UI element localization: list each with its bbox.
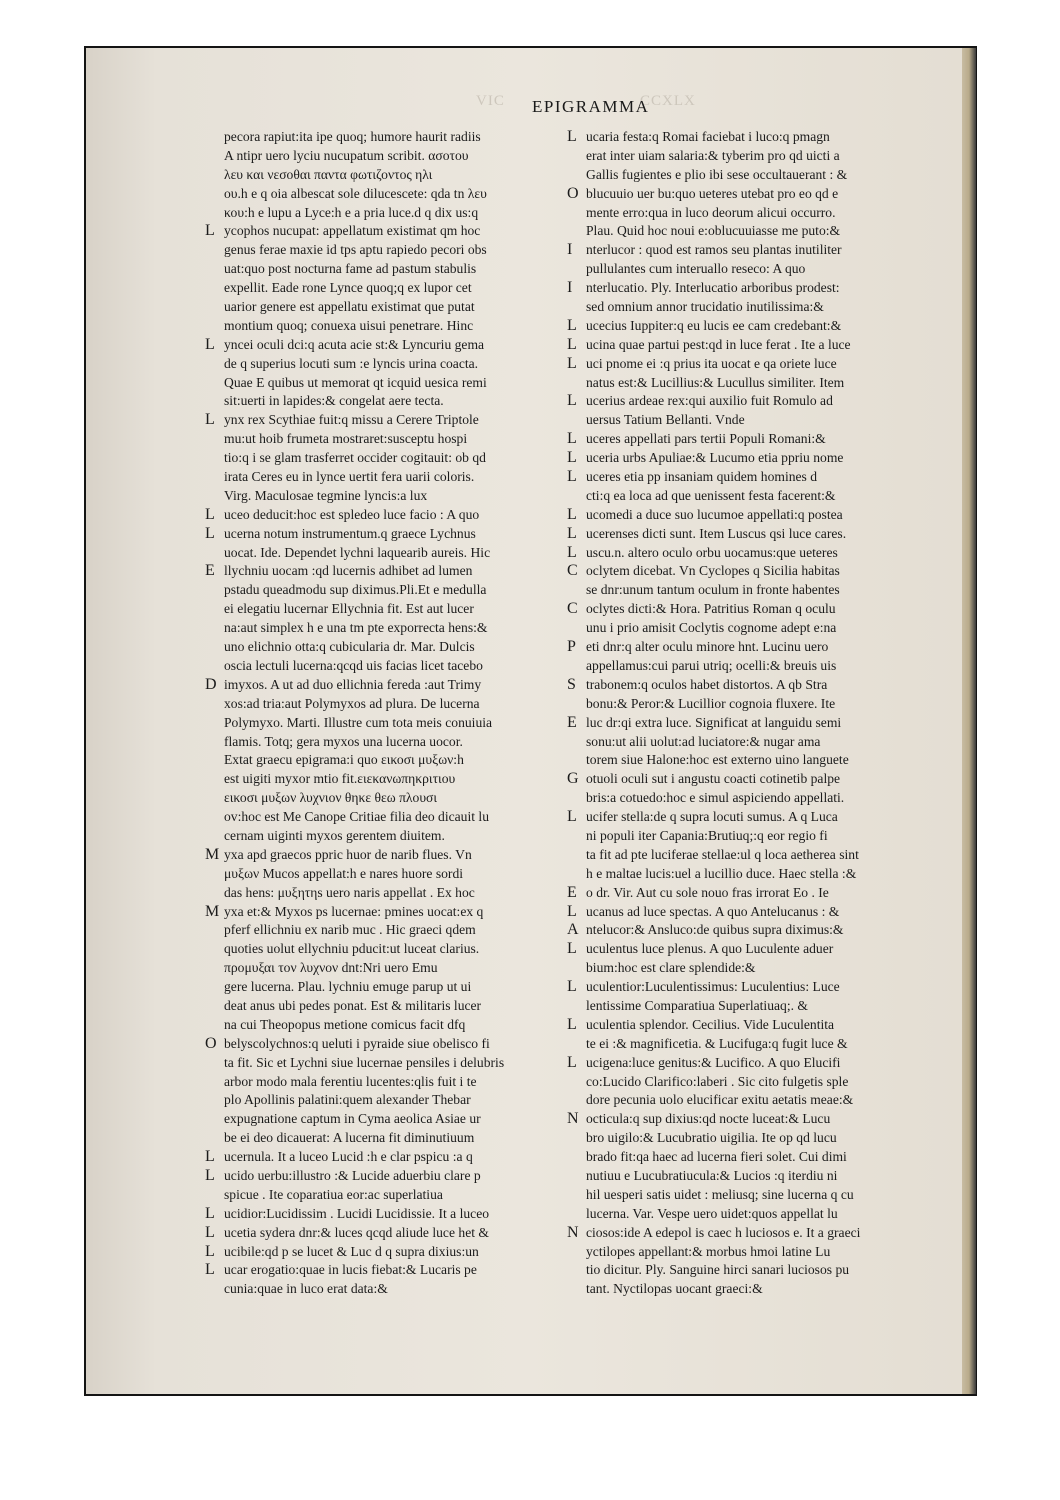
text-line: Gallis fugientes e plio ibi sese occultauerant : & bbox=[586, 166, 848, 182]
text-line: ucomedi a duce suo lucumoe appellati:q postea bbox=[586, 506, 843, 522]
initial-letter: P bbox=[567, 638, 576, 656]
text-line: expugnatione captum in Cyma aeolica Asiae ur bbox=[224, 1111, 481, 1127]
initial-letter bbox=[567, 733, 579, 752]
initial-letter bbox=[205, 166, 219, 185]
initial-letter bbox=[205, 430, 219, 449]
text-line: luc dr:qi extra luce. Significat at languidu semi bbox=[586, 714, 842, 730]
text-line: Quae E quibus ut memorat qt icquid uesica remi bbox=[224, 374, 487, 390]
text-line: λευ και νεσοθαι παντα φωτιζοντος ηλι bbox=[224, 166, 433, 182]
initial-letter: C bbox=[567, 600, 578, 618]
text-line: tio:q i se glam trasferret occider cogitauit: ob qd bbox=[224, 450, 486, 466]
initial-letter bbox=[567, 997, 579, 1016]
initial-letter: N bbox=[567, 1223, 579, 1241]
text-line: h e maltae lucis:uel a lucillio duce. Haec stella :& bbox=[586, 865, 857, 881]
text-line: ycophos nucupat: appellatum existimat qm hoc bbox=[224, 223, 481, 239]
initial-letter bbox=[205, 1280, 219, 1299]
text-line: das hens: μυξητηs uero naris appellat . Ex hoc bbox=[224, 884, 475, 900]
initial-letter bbox=[205, 1054, 219, 1073]
initial-letter bbox=[567, 827, 579, 846]
text-line: yxa apd graecos ppric huor de narib flues. Vn bbox=[224, 846, 472, 862]
initial-letter: L bbox=[567, 902, 577, 920]
text-line: ου.h e q oia albescat sole dilucescete: qda tn λευ bbox=[224, 185, 487, 201]
initial-letter: C bbox=[567, 562, 578, 580]
initial-letter: I bbox=[567, 241, 573, 259]
initial-letter bbox=[205, 733, 219, 752]
text-line: nterlucor : quod est ramos seu plantas inutiliter bbox=[586, 242, 842, 258]
text-line: octicula:q sup dixius:qd nocte luceat:& Lucu bbox=[586, 1111, 831, 1127]
text-line: εικοσι μυξων λυχνιον θηκε θεω πλουσι bbox=[224, 790, 438, 806]
text-line: uno elichnio otta:q cubicularia dr. Mar. Dulcis bbox=[224, 639, 475, 655]
text-line: uceres etia pp insaniam quidem homines d bbox=[586, 469, 818, 485]
text-line: erat inter uiam salaria:& tyberim pro qd uicti a bbox=[586, 147, 840, 163]
initial-letter: L bbox=[205, 411, 215, 429]
show-through-text: VIC bbox=[476, 93, 505, 109]
initial-letter bbox=[567, 1205, 579, 1224]
text-line: oclytes dicti:& Hora. Patritius Roman q oculu bbox=[586, 601, 836, 617]
initial-letter bbox=[205, 544, 219, 563]
text-line: montium quoq; conuexa uisui penetrare. Hinc bbox=[224, 317, 474, 333]
text-line: bium:hoc est clare splendide:& bbox=[586, 960, 756, 976]
initial-letter bbox=[567, 1186, 579, 1205]
text-line: eti dnr:q alter oculu minore hnt. Lucinu uero bbox=[586, 639, 829, 655]
initial-letter bbox=[205, 468, 219, 487]
left-text-column bbox=[224, 128, 559, 1299]
initial-letter bbox=[567, 411, 579, 430]
initial-letter bbox=[205, 714, 219, 733]
text-line: sonu:ut alii uolut:ad luciatore:& nugar ama bbox=[586, 733, 821, 749]
text-line: imyxos. A ut ad duo ellichnia fereda :aut Trimy bbox=[224, 676, 482, 692]
initial-letter: L bbox=[567, 543, 577, 561]
text-line: Polymyxo. Marti. Illustre cum tota meis conuiuia bbox=[224, 714, 493, 730]
text-line: brado fit:qa haec ad lucerna fieri solet. Cui dimi bbox=[586, 1149, 847, 1165]
initial-letter bbox=[567, 581, 579, 600]
text-line: μυξων Mucos appellat:h e nares huore sordi bbox=[224, 865, 464, 881]
initial-letter bbox=[567, 260, 579, 279]
text-line: ucecius Iuppiter:q eu lucis ee cam credebant:& bbox=[586, 317, 842, 333]
initial-letter: L bbox=[567, 335, 577, 353]
initial-letter: L bbox=[205, 1261, 215, 1279]
text-line: flamis. Totq; gera myxos una lucerna uocor. bbox=[224, 733, 463, 749]
initial-letter bbox=[205, 298, 219, 317]
initial-letter bbox=[567, 1261, 579, 1280]
initial-letter bbox=[205, 959, 219, 978]
initial-letter bbox=[205, 1016, 219, 1035]
text-line: yncei oculi dci:q acuta acie st:& Lyncuriu gema bbox=[224, 336, 485, 352]
text-line: ni populi iter Capania:Brutiuq;:q eor regio fi bbox=[586, 827, 828, 843]
text-line: est uigiti myxor mtio fit.ειεκανωπηκριτιου bbox=[224, 771, 456, 787]
initial-letter: E bbox=[205, 562, 215, 580]
page-edge bbox=[962, 48, 976, 1394]
text-line: uculentior:Luculentissimus: Luculentius: Luce bbox=[586, 979, 840, 995]
text-line: oscia lectuli lucerna:qcqd uis facias licet tacebo bbox=[224, 657, 483, 673]
text-line: co:Lucido Clarifico:laberi . Sic cito fulgetis sple bbox=[586, 1073, 849, 1089]
initial-letter bbox=[205, 600, 219, 619]
initial-letter bbox=[205, 789, 219, 808]
text-line: κου:h e lupu a Lyce:h e a pria luce.d q dix us:q bbox=[224, 204, 479, 220]
initial-letter bbox=[567, 846, 579, 865]
text-line: irata Ceres eu in lynce uertit fera uarii coloris. bbox=[224, 469, 475, 485]
initial-letter: L bbox=[205, 1204, 215, 1222]
text-line: deat anus ubi pedes ponat. Est & militaris lucer bbox=[224, 997, 482, 1013]
text-line: yctilopes appellant:& morbus hmoi latine Lu bbox=[586, 1243, 831, 1259]
initial-letter bbox=[567, 222, 579, 241]
initial-letter bbox=[205, 260, 219, 279]
initial-letter bbox=[205, 128, 219, 147]
initial-letter: A bbox=[567, 921, 579, 939]
initial-letter: L bbox=[567, 430, 577, 448]
initial-letter bbox=[567, 1167, 579, 1186]
text-line: xos:ad tria:aut Polymyxos ad plura. De lucerna bbox=[224, 695, 480, 711]
text-line: uocat. Ide. Dependet lychni laquearib aureis. Hic bbox=[224, 544, 491, 560]
initial-letter bbox=[567, 959, 579, 978]
initial-letter: I bbox=[567, 279, 573, 297]
text-line: ynx rex Scythiae fuit:q missu a Cerere Triptole bbox=[224, 412, 479, 428]
text-line: uci pnome ei :q prius ita uocat e qa oriete luce bbox=[586, 355, 837, 371]
text-line: cunia:quae in luco erat data:& bbox=[224, 1281, 388, 1297]
initial-letter: L bbox=[205, 1242, 215, 1260]
initial-letter bbox=[205, 147, 219, 166]
initial-letter bbox=[567, 865, 579, 884]
initial-letter bbox=[567, 1243, 579, 1262]
initial-letter: O bbox=[205, 1034, 217, 1052]
initial-letter bbox=[567, 487, 579, 506]
initial-letter bbox=[567, 204, 579, 223]
text-line: llychniu uocam :qd lucernis adhibet ad lumen bbox=[224, 563, 473, 579]
initial-letter: L bbox=[567, 449, 577, 467]
text-line: be ei deo dicauerat: A lucerna fit diminutiuum bbox=[224, 1130, 475, 1146]
show-through-text: CCXLX bbox=[640, 93, 696, 109]
initial-letter bbox=[205, 241, 219, 260]
text-line: bris:a cotuedo:hoc e simul aspiciendo appellati. bbox=[586, 790, 845, 806]
initial-letter: L bbox=[205, 1166, 215, 1184]
initial-letter bbox=[205, 695, 219, 714]
initial-letter: L bbox=[567, 940, 577, 958]
initial-letter: N bbox=[567, 1110, 579, 1128]
initial-letter: L bbox=[567, 1053, 577, 1071]
initial-letter bbox=[205, 751, 219, 770]
text-line: ucidior:Lucidissim . Lucidi Lucidissie. It a luceo bbox=[224, 1205, 490, 1221]
text-line: quoties uolut ellychniu pducit:ut luceat clarius. bbox=[224, 941, 480, 957]
initial-letter: L bbox=[567, 524, 577, 542]
initial-letter bbox=[205, 317, 219, 336]
initial-letter: L bbox=[567, 128, 577, 145]
left-initials bbox=[205, 128, 219, 1299]
text-line: expellit. Eade rone Lynce quoq;q ex lupor cet bbox=[224, 280, 472, 296]
initial-letter bbox=[567, 619, 579, 638]
initial-letter: L bbox=[205, 505, 215, 523]
initial-letter bbox=[567, 657, 579, 676]
text-line: yxa et:& Myxos ps lucernae: pmines uocat:ex q bbox=[224, 903, 484, 919]
text-line: hil uesperi satis uidet : meliusq; sine lucerna q cu bbox=[586, 1186, 854, 1202]
text-line: spicue . Ite coparatiua eor:ac superlatiua bbox=[224, 1186, 443, 1202]
initial-letter bbox=[205, 392, 219, 411]
text-line: cti:q ea loca ad que uenissent festa facerent:& bbox=[586, 487, 836, 503]
initial-letter: O bbox=[567, 184, 579, 202]
text-line: uarior genere est appellatu existimat que putat bbox=[224, 299, 475, 315]
text-line: dore pecunia uolo elucificar exitu aetatis meae:& bbox=[586, 1092, 854, 1108]
initial-letter bbox=[205, 581, 219, 600]
text-line: plo Apollinis palatini:quem alexander Thebar bbox=[224, 1092, 471, 1108]
text-line: oclytem dicebat. Vn Cyclopes q Sicilia habitas bbox=[586, 563, 840, 579]
text-line: A ntipr uero lyciu nucupatum scribit. ασοτου bbox=[224, 147, 469, 163]
text-line: sed omnium annor trucidatio inutilissima:& bbox=[586, 299, 824, 315]
text-line: torem siue Halone:hoc est externo uino languete bbox=[586, 752, 849, 768]
initial-letter bbox=[205, 185, 219, 204]
initial-letter bbox=[205, 657, 219, 676]
text-line: pecora rapiut:ita ipe quoq; humore haurit radiis bbox=[224, 129, 481, 144]
initial-letter bbox=[567, 298, 579, 317]
initial-letter bbox=[205, 1091, 219, 1110]
initial-letter bbox=[205, 1186, 219, 1205]
text-line: ucernula. It a luceo Lucid :h e clar pspicu :a q bbox=[224, 1149, 473, 1165]
text-line: uscu.n. altero oculo orbu uocamus:que ueteres bbox=[586, 544, 838, 560]
initial-letter bbox=[567, 374, 579, 393]
text-line: ciosos:ide A edepol is caec h luciosos e. It a graeci bbox=[586, 1224, 861, 1240]
initial-letter bbox=[205, 1073, 219, 1092]
initial-letter: L bbox=[567, 978, 577, 996]
initial-letter bbox=[567, 789, 579, 808]
text-line: ucetia sydera dnr:& luces qcqd aliude luce het & bbox=[224, 1224, 489, 1240]
text-line: tant. Nyctilopas uocant graeci:& bbox=[586, 1281, 763, 1297]
initial-letter bbox=[205, 865, 219, 884]
initial-letter bbox=[567, 1073, 579, 1092]
initial-letter bbox=[205, 827, 219, 846]
text-line: ucerna notum instrumentum.q graece Lychnus bbox=[224, 525, 476, 541]
text-line: ucigena:luce genitus:& Lucifico. A quo Elucifi bbox=[586, 1054, 841, 1070]
text-line: tio dicitur. Ply. Sanguine hirci sanari luciosos pu bbox=[586, 1262, 850, 1278]
text-line: lentissime Comparatiua Superlatiuaq;. & bbox=[586, 997, 808, 1013]
initial-letter bbox=[567, 1035, 579, 1054]
initial-letter: L bbox=[567, 468, 577, 486]
text-line: appellamus:cui parui utriq; ocelli:& breuis uis bbox=[586, 657, 837, 673]
initial-letter bbox=[205, 884, 219, 903]
initial-letter bbox=[205, 978, 219, 997]
text-line: ntelucor:& Ansluco:de quibus supra diximus:& bbox=[586, 922, 844, 938]
text-line: ta fit ad pte luciferae stellae:ul q loca aetherea sint bbox=[586, 846, 859, 862]
text-line: uculentus luce plenus. A quo Luculente aduer bbox=[586, 941, 834, 957]
initial-letter bbox=[205, 355, 219, 374]
initial-letter bbox=[205, 770, 219, 789]
text-line: ei elegatiu lucernar Ellychnia fit. Est aut lucer bbox=[224, 601, 474, 617]
initial-letter bbox=[205, 279, 219, 298]
text-line: uceria urbs Apuliae:& Lucumo etia ppriu nome bbox=[586, 450, 844, 466]
text-line: mu:ut hoib frumeta mostraret:susceptu hospi bbox=[224, 431, 468, 447]
initial-letter: M bbox=[205, 845, 220, 863]
initial-letter: L bbox=[205, 1223, 215, 1241]
initial-letter bbox=[205, 940, 219, 959]
initial-letter: L bbox=[205, 1148, 215, 1166]
text-line: uceres appellati pars tertii Populi Romani:& bbox=[586, 431, 826, 447]
initial-letter bbox=[205, 808, 219, 827]
text-line: genus ferae maxie id tps aptu rapiedo pecori obs bbox=[224, 242, 487, 258]
text-line: ucina quae partui pest:qd in luce ferat . Ite a luce bbox=[586, 336, 851, 352]
initial-letter: L bbox=[567, 354, 577, 372]
text-line: te ei :& magnificetia. & Lucifuga:q fugit luce & bbox=[586, 1035, 848, 1051]
initial-letter bbox=[567, 147, 579, 166]
text-line: unu i prio amisit Coclytis cognome adept e:na bbox=[586, 620, 837, 636]
text-line: bro uigilo:& Lucubratio uigilia. Ite op qd lucu bbox=[586, 1130, 837, 1146]
initial-letter: G bbox=[567, 770, 579, 788]
initial-letter: L bbox=[567, 808, 577, 826]
initial-letter: L bbox=[205, 524, 215, 542]
initial-letter bbox=[205, 1129, 219, 1148]
text-line: cernam uiginti myxos gerentem diuitem. bbox=[224, 827, 445, 843]
text-line: uat:quo post nocturna fame ad pastum stabulis bbox=[224, 261, 477, 277]
text-line: nterlucatio. Ply. Interlucatio arboribus prodest: bbox=[586, 280, 840, 296]
text-line: uculentia splendor. Cecilius. Vide Luculentita bbox=[586, 1016, 835, 1032]
right-initials bbox=[567, 128, 579, 1280]
initial-letter: L bbox=[567, 1015, 577, 1033]
text-line: ucerius ardeae rex:qui auxilio fuit Romulo ad bbox=[586, 393, 833, 409]
text-line: ov:hoc est Me Canope Critiae filia deo dicauit lu bbox=[224, 809, 490, 825]
initial-letter: S bbox=[567, 675, 576, 693]
initial-letter bbox=[205, 638, 219, 657]
text-line: na cui Theopopus metione comicus facit dfq bbox=[224, 1016, 466, 1032]
initial-letter: L bbox=[567, 505, 577, 523]
text-line: προμυξαι τον λυχνον dnt:Nri uero Emu bbox=[224, 960, 438, 976]
initial-letter: L bbox=[567, 316, 577, 334]
text-line: mente erro:qua in luco deorum alicui occurro. bbox=[586, 204, 836, 220]
initial-letter bbox=[205, 204, 219, 223]
right-text-column bbox=[586, 128, 936, 1299]
initial-letter bbox=[567, 751, 579, 770]
text-line: ucaria festa:q Romai faciebat i luco:q pmagn bbox=[586, 129, 830, 144]
text-line: gere lucerna. Plau. lychniu emuge parup ut ui bbox=[224, 979, 472, 995]
initial-letter bbox=[567, 1091, 579, 1110]
text-line: bonu:& Peror:& Lucillior cognoia fluxere. Ite bbox=[586, 695, 836, 711]
initial-letter: L bbox=[205, 222, 215, 240]
text-line: ta fit. Sic et Lychni siue lucernae pensiles i delubris bbox=[224, 1054, 505, 1070]
initial-letter bbox=[205, 487, 219, 506]
text-line: Virg. Maculosae tegmine lyncis:a lux bbox=[224, 487, 428, 503]
initial-letter: L bbox=[567, 392, 577, 410]
initial-letter: L bbox=[205, 335, 215, 353]
text-line: uceo deducit:hoc est spledeo luce facio : A quo bbox=[224, 506, 480, 522]
text-line: blucuuio uer bu:quo ueteres utebat pro eo qd e bbox=[586, 185, 839, 201]
initial-letter bbox=[567, 1148, 579, 1167]
text-line: ucanus ad luce spectas. A quo Antelucanus : & bbox=[586, 903, 840, 919]
initial-letter: M bbox=[205, 902, 220, 920]
text-line: ucido uerbu:illustro :& Lucide aduerbiu clare p bbox=[224, 1167, 481, 1183]
text-line: ucar erogatio:quae in lucis fiebat:& Lucaris pe bbox=[224, 1262, 477, 1278]
text-line: lucerna. Var. Vespe uero uidet:quos appellat lu bbox=[586, 1205, 838, 1221]
initial-letter bbox=[205, 1110, 219, 1129]
text-line: se dnr:unum tantum oculum in fronte habentes bbox=[586, 582, 840, 598]
running-head: EPIGRAMMA bbox=[532, 97, 650, 116]
text-line: uersus Tatium Bellanti. Vnde bbox=[586, 412, 745, 428]
initial-letter bbox=[567, 166, 579, 185]
initial-letter bbox=[205, 449, 219, 468]
initial-letter bbox=[205, 921, 219, 940]
text-line: arbor modo mala ferentiu lucentes:qlis fuit i te bbox=[224, 1073, 477, 1089]
initial-letter: E bbox=[567, 713, 577, 731]
text-line: ucifer stella:de q supra locuti sumus. A q Luca bbox=[586, 809, 838, 825]
text-line: belyscolychnos:q ueluti i pyraide siue obelisco fi bbox=[224, 1035, 490, 1051]
initial-letter bbox=[205, 374, 219, 393]
text-line: nutiuu e Lucubratiucula:& Lucios :q iterdiu ni bbox=[586, 1167, 838, 1183]
initial-letter bbox=[567, 1129, 579, 1148]
text-line: ucerenses dicti sunt. Item Luscus qsi luce cares. bbox=[586, 525, 847, 541]
text-line: otuoli oculi sut i angustu coacti cotinetib palpe bbox=[586, 771, 841, 787]
text-line: de q superius locuti sum :e lyncis urina coacta. bbox=[224, 355, 479, 371]
text-line: pferf ellichniu ex narib muc . Hic graeci qdem bbox=[224, 922, 476, 938]
text-line: pstadu queadmodu sup diximus.Pli.Et e medulla bbox=[224, 582, 487, 598]
text-line: pullulantes cum interuallo reseco: A quo bbox=[586, 261, 806, 277]
text-line: trabonem:q oculos habet distortos. A qb Stra bbox=[586, 676, 828, 692]
text-line: ucibile:qd p se lucet & Luc d q supra dixius:un bbox=[224, 1243, 479, 1259]
initial-letter: D bbox=[205, 675, 217, 693]
text-line: Extat graecu epigrama:i quo εικοσι μυξων:h bbox=[224, 752, 464, 768]
text-line: Plau. Quid hoc noui e:oblucuuiasse me puto:& bbox=[586, 223, 841, 239]
text-line: na:aut simplex h e una tm pte exporrecta hens:& bbox=[224, 620, 488, 636]
text-line: o dr. Vir. Aut cu sole nouo fras irrorat Eo . Ie bbox=[586, 884, 829, 900]
text-line: natus est:& Lucillius:& Lucullus similiter. Item bbox=[586, 374, 845, 390]
initial-letter bbox=[205, 997, 219, 1016]
initial-letter bbox=[205, 619, 219, 638]
text-line: sit:uerti in lapides:& congelat aere tecta. bbox=[224, 393, 444, 409]
initial-letter bbox=[567, 695, 579, 714]
initial-letter: E bbox=[567, 883, 577, 901]
